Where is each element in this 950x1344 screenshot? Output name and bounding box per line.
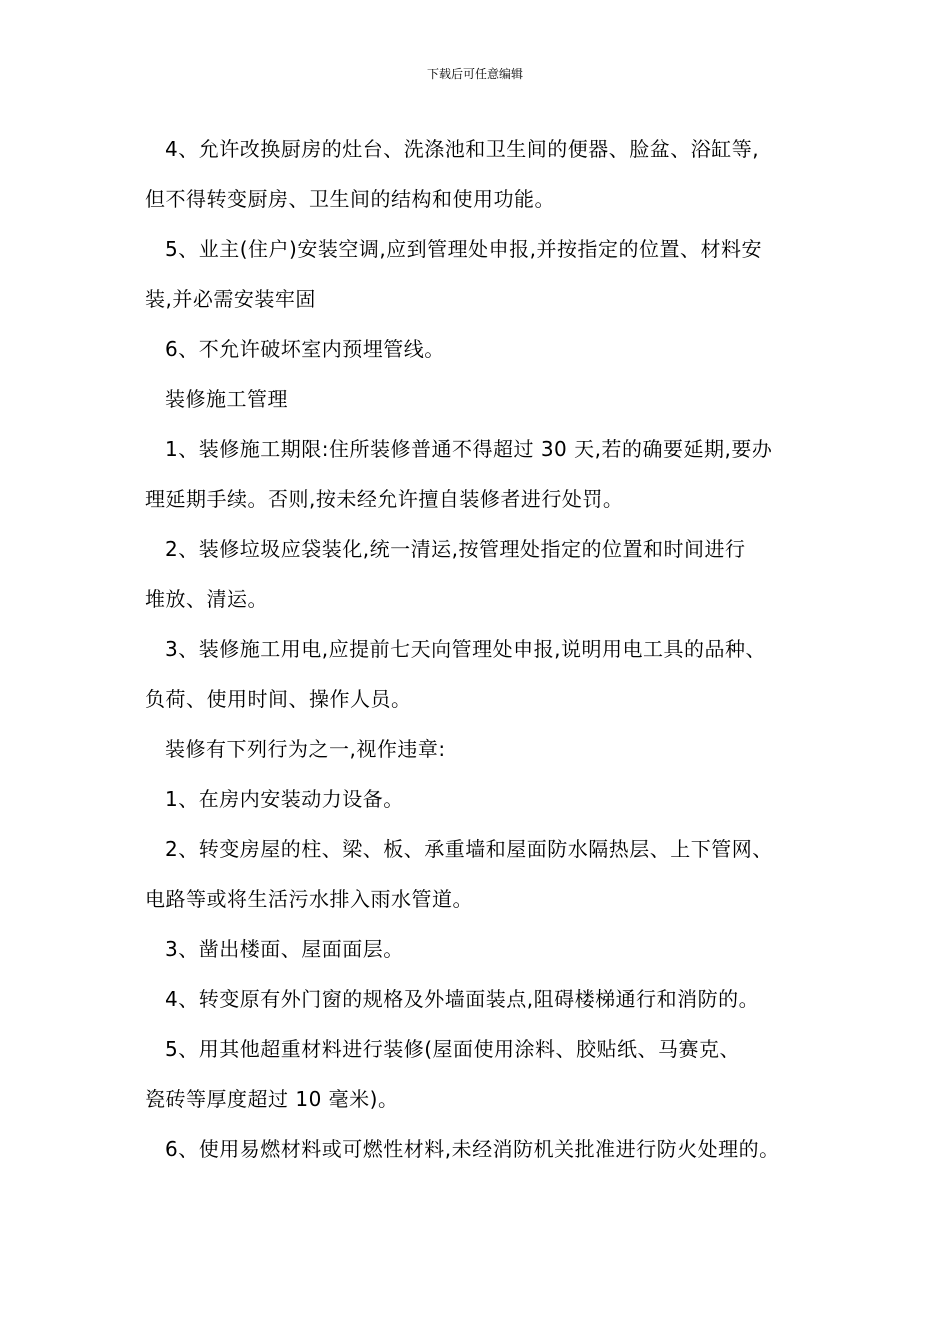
section-heading: 装修有下列行为之一,视作违章: [165, 737, 446, 761]
section-heading: 装修施工管理 [165, 387, 288, 411]
paragraph-line: 2、装修垃圾应袋装化,统一清运,按管理处指定的位置和时间进行 [165, 537, 746, 561]
paragraph-line: 1、装修施工期限:住所装修普通不得超过 30 天,若的确要延期,要办 [165, 437, 773, 461]
paragraph-line: 5、用其他超重材料进行装修(屋面使用涂料、胶贴纸、马赛克、 [165, 1037, 741, 1061]
paragraph-line: 1、在房内安装动力设备。 [165, 787, 404, 811]
paragraph-line: 负荷、使用时间、操作人员。 [145, 687, 412, 711]
paragraph-line: 4、允许改换厨房的灶台、洗涤池和卫生间的便器、脸盆、浴缸等, [165, 137, 760, 161]
paragraph-line: 3、凿出楼面、屋面面层。 [165, 937, 404, 961]
paragraph-line: 理延期手续。否则,按未经允许擅自装修者进行处罚。 [145, 487, 624, 511]
paragraph-line: 5、业主(住户)安装空调,应到管理处申报,并按指定的位置、材料安 [165, 237, 763, 261]
document-body [145, 124, 825, 1174]
paragraph-line: 装,并必需安装牢固 [145, 287, 316, 311]
paragraph-line: 6、不允许破坏室内预埋管线。 [165, 337, 445, 361]
paragraph-line: 6、使用易燃材料或可燃性材料,未经消防机关批准进行防火处理的。 [165, 1137, 780, 1161]
paragraph-line: 3、装修施工用电,应提前七天向管理处申报,说明用电工具的品种、 [165, 637, 766, 661]
paragraph-line: 电路等或将生活污水排入雨水管道。 [145, 887, 473, 911]
paragraph-line: 2、转变房屋的柱、梁、板、承重墙和屋面防水隔热层、上下管网、 [165, 837, 773, 861]
page-header: 下载后可任意编辑 [426, 67, 523, 81]
paragraph-line: 瓷砖等厚度超过 10 毫米)。 [145, 1087, 399, 1111]
paragraph-line: 堆放、清运。 [145, 587, 268, 611]
paragraph-line: 但不得转变厨房、卫生间的结构和使用功能。 [145, 187, 555, 211]
paragraph-line: 4、转变原有外门窗的规格及外墙面装点,阻碍楼梯通行和消防的。 [165, 987, 760, 1011]
